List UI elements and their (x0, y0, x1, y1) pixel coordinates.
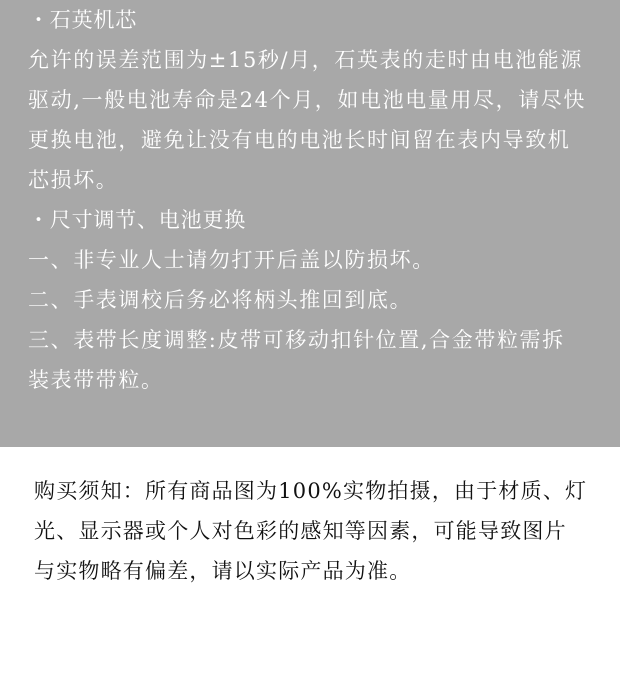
quartz-description-line: 驱动,一般电池寿命是24个月，如电池电量用尽，请尽快 (28, 88, 586, 112)
quartz-description-line: 更换电池，避免让没有电的电池长时间留在表内导致机 (28, 128, 571, 152)
purchase-notice-line: 与实物略有偏差，请以实际产品为准。 (34, 559, 412, 583)
quartz-description-line: 芯损坏。 (28, 168, 119, 192)
purchase-notice-line: 光、显示器或个人对色彩的感知等因素，可能导致图片 (34, 519, 567, 543)
quartz-movement-heading: ・石英机芯 (28, 8, 137, 32)
adjust-instruction-line: 二、手表调校后务必将柄头推回到底。 (28, 288, 413, 312)
adjust-instruction-line: 三、表带长度调整:皮带可移动扣针位置,合金带粒需拆 (28, 328, 565, 352)
purchase-notice-line: 购买须知：所有商品图为100%实物拍摄，由于材质、灯 (34, 479, 588, 503)
size-battery-heading: ・尺寸调节、电池更换 (28, 208, 246, 232)
adjust-instruction-line: 装表带带粒。 (28, 368, 164, 392)
adjust-instruction-line: 一、非专业人士请勿打开后盖以防损坏。 (28, 248, 435, 272)
quartz-description-line: 允许的误差范围为±15秒/月，石英表的走时由电池能源 (28, 48, 583, 72)
purchase-notice-panel (0, 447, 620, 678)
